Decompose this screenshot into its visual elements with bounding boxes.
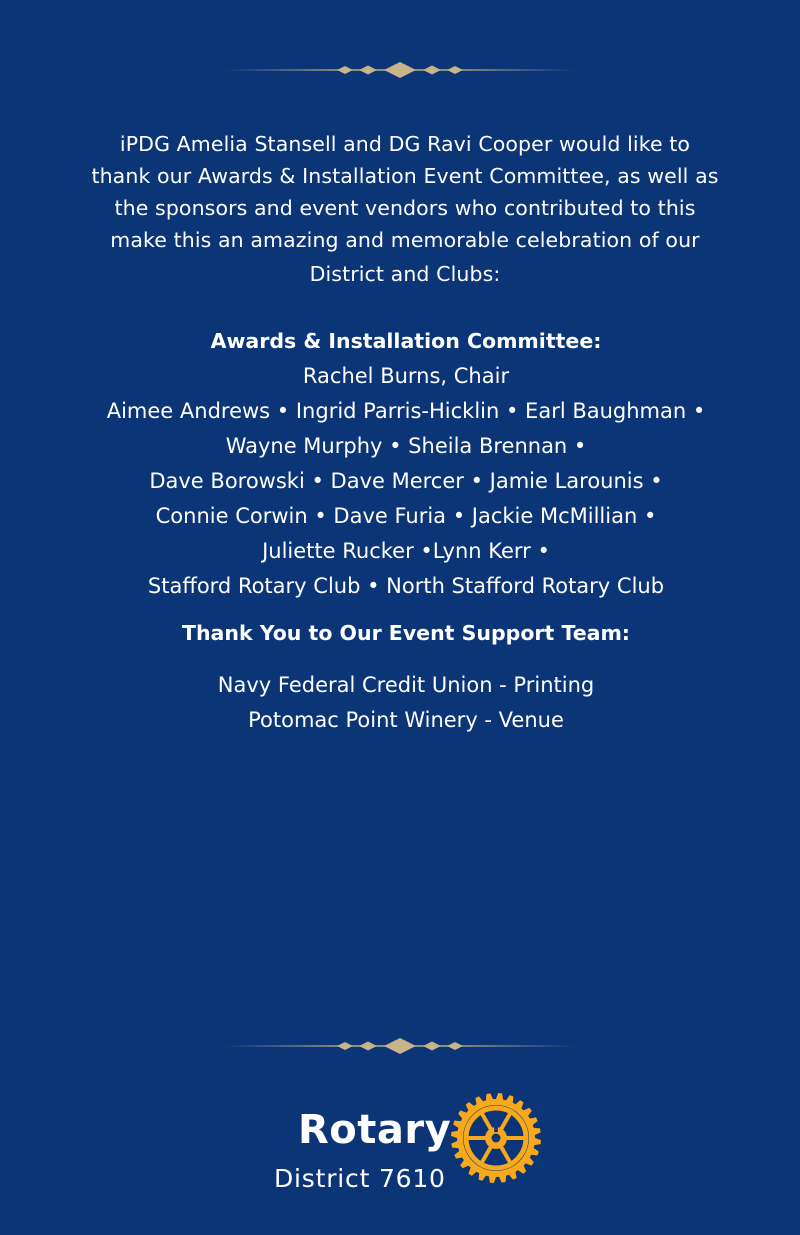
support-heading: Thank You to Our Event Support Team: <box>181 621 631 645</box>
support-item: Potomac Point Winery - Venue <box>248 708 564 732</box>
committee-chair: Rachel Burns, Chair <box>302 364 510 388</box>
rotary-wordmark: Rotary <box>298 1107 452 1153</box>
district-label: District 7610 <box>274 1164 446 1193</box>
intro-line: the sponsors and event vendors who contributed to this <box>114 196 696 220</box>
intro-paragraph <box>40 128 770 290</box>
intro-line: iPDG Amelia Stansell and DG Ravi Cooper would like to <box>119 132 691 156</box>
intro-line: make this an amazing and memorable celebration of our <box>110 228 700 252</box>
support-item: Navy Federal Credit Union - Printing <box>217 673 595 697</box>
rotary-logo <box>268 1090 558 1200</box>
committee-heading: Awards & Installation Committee: <box>210 329 602 353</box>
rotary-wheel-icon <box>450 1092 542 1184</box>
committee-members-line: Connie Corwin • Dave Furia • Jackie McMillian • <box>155 504 657 528</box>
ornamental-divider-top <box>225 62 575 78</box>
committee-list <box>0 359 800 604</box>
intro-line: District and Clubs: <box>309 262 501 286</box>
support-list <box>0 668 800 738</box>
committee-members-line: Wayne Murphy • Sheila Brennan • <box>225 434 587 458</box>
committee-members-line: Aimee Andrews • Ingrid Parris-Hicklin • Earl Baughman • <box>106 399 706 423</box>
committee-members-line: Dave Borowski • Dave Mercer • Jamie Larounis • <box>149 469 663 493</box>
committee-members-line: Juliette Rucker •Lynn Kerr • <box>262 539 550 563</box>
ornamental-divider-bottom <box>225 1038 575 1054</box>
intro-line: thank our Awards & Installation Event Committee, as well as <box>91 164 719 188</box>
committee-clubs-line: Stafford Rotary Club • North Stafford Rotary Club <box>147 574 665 598</box>
